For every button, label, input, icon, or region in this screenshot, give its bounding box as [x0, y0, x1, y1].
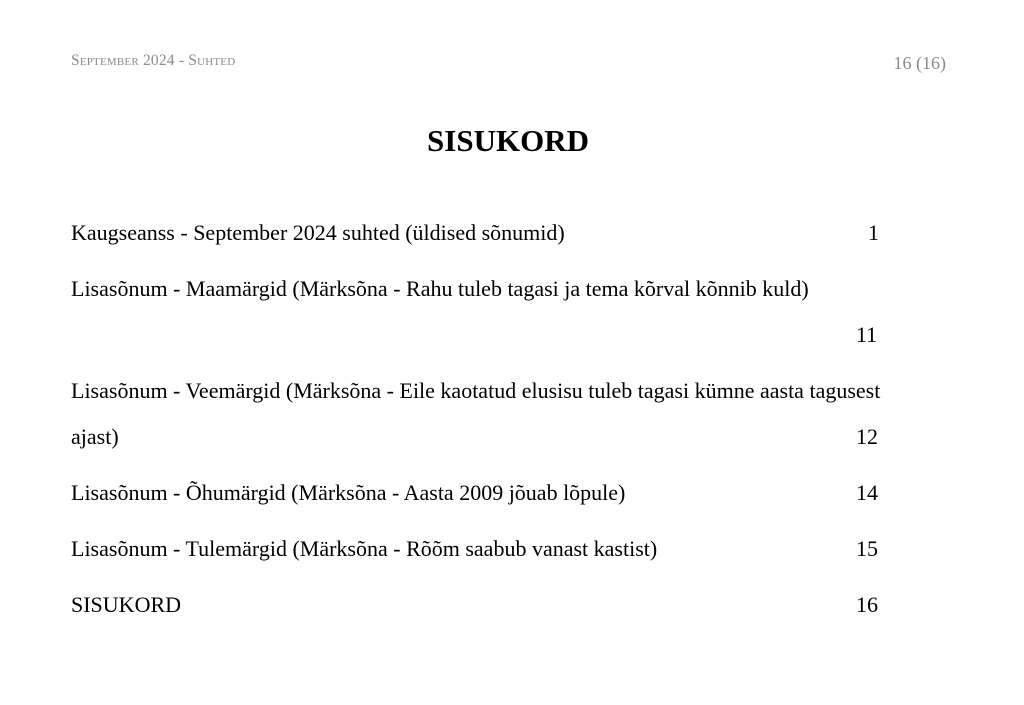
toc-entry-page: 16	[856, 592, 878, 617]
toc-entry[interactable]	[71, 266, 941, 358]
toc-entry-page: 11	[856, 322, 878, 347]
toc-entry-page: 1	[868, 220, 879, 245]
toc-entry-title: SISUKORD	[71, 592, 182, 617]
page-number: 16 (16)	[893, 53, 946, 73]
toc-entry-title: Lisasõnum - Maamärgid (Märksõna - Rahu tuleb tagasi ja tema kõrval kõnnib kuld)	[71, 276, 809, 301]
toc-entry[interactable]	[71, 526, 941, 572]
running-header: September 2024 - Suhted	[71, 52, 236, 69]
page-title: SISUKORD	[427, 123, 589, 158]
toc-entry-title: Lisasõnum - Õhumärgid (Märksõna - Aasta 2009 jõuab lõpule)	[71, 480, 626, 505]
table-of-contents	[71, 210, 941, 638]
toc-entry-title: Lisasõnum - Tulemärgid (Märksõna - Rõõm saabub vanast kastist)	[71, 536, 658, 561]
toc-entry[interactable]	[71, 368, 941, 460]
toc-entry[interactable]	[71, 582, 941, 628]
toc-entry-page: 14	[856, 480, 878, 505]
toc-entry-title: Lisasõnum - Veemärgid (Märksõna - Eile kaotatud elusisu tuleb tagasi kümne aasta tagusest ajast)	[71, 378, 881, 449]
toc-entry-page: 15	[856, 536, 878, 561]
toc-entry[interactable]	[71, 470, 941, 516]
toc-entry-page: 12	[856, 424, 878, 449]
toc-entry[interactable]	[71, 210, 941, 256]
toc-entry-title: Kaugseanss - September 2024 suhted (üldised sõnumid)	[71, 220, 565, 245]
